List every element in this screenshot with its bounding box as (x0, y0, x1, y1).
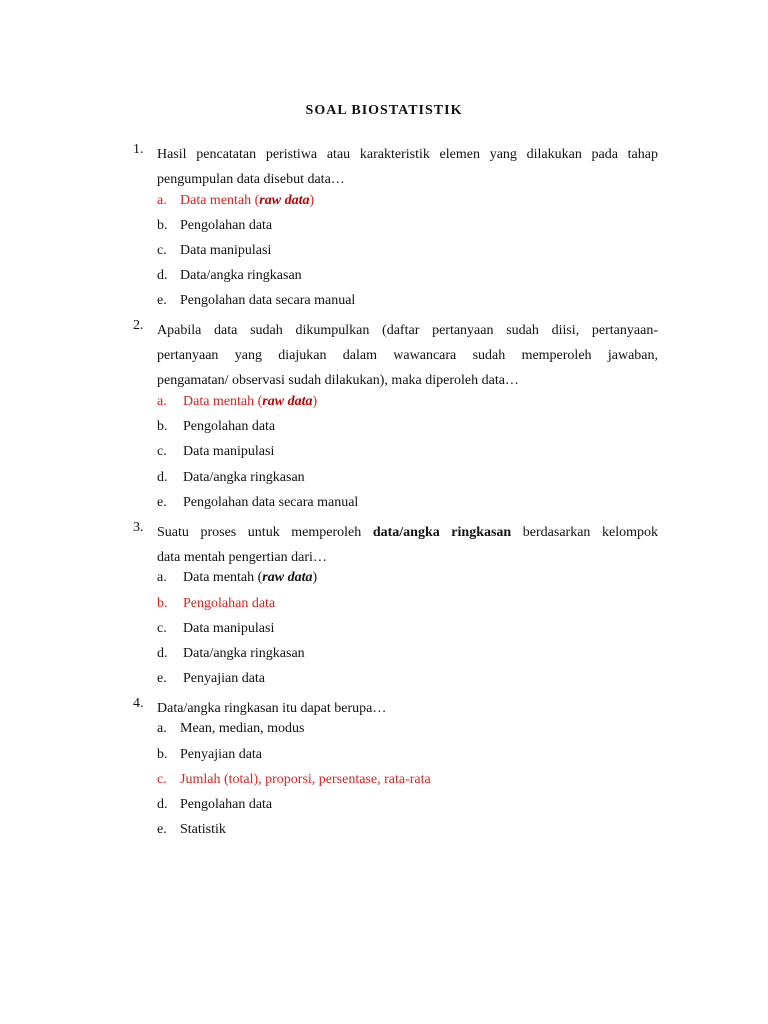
question-line: Data/angka ringkasan itu dapat berupa… (157, 701, 387, 716)
option-italic: raw data (262, 394, 313, 409)
option-2b (0, 419, 768, 439)
option-4d (0, 797, 768, 817)
option-3e (0, 671, 768, 691)
option-text: Penyajian data (183, 671, 266, 686)
option-1b (0, 218, 768, 238)
option-label: Data mentah ( (183, 394, 263, 409)
option-text: Pengolahan data (180, 797, 273, 812)
option-3d (0, 646, 768, 666)
option-1c (0, 243, 768, 263)
option-text (183, 394, 317, 410)
option-2d (0, 470, 768, 490)
question-number: 2. (133, 318, 144, 333)
question-line (157, 520, 658, 545)
option-text: Pengolahan data (183, 419, 276, 434)
option-letter: a. (157, 394, 167, 409)
option-text: Data/angka ringkasan (183, 470, 305, 485)
option-2a (0, 394, 768, 414)
option-text: Pengolahan data secara manual (180, 293, 356, 308)
question-line: data mentah pengertian dari… (157, 550, 327, 566)
option-text: Data/angka ringkasan (180, 268, 302, 283)
question-bold-term: data/angka ringkasan (372, 525, 512, 540)
option-4e (0, 822, 768, 842)
option-letter: d. (157, 797, 168, 812)
option-letter: d. (157, 268, 168, 283)
option-4b (0, 747, 768, 767)
option-text: Penyajian data (180, 747, 263, 762)
option-letter: a. (157, 721, 167, 736)
option-4c (0, 772, 768, 792)
option-letter: b. (157, 218, 168, 233)
option-letter: c. (157, 621, 167, 636)
option-letter: c. (157, 772, 167, 787)
question-text (157, 520, 658, 570)
option-text: Data manipulasi (183, 621, 275, 636)
option-text: Statistik (180, 822, 226, 837)
option-letter: e. (157, 671, 167, 686)
question-text (157, 318, 658, 394)
option-text: Data/angka ringkasan (183, 646, 305, 661)
option-close: ) (309, 193, 315, 208)
option-close: ) (312, 570, 318, 585)
question-text (157, 696, 658, 721)
question-line: Hasil pencatatan peristiwa atau karakteristik elemen yang dilakukan pada tahap (157, 147, 658, 162)
option-text: Mean, median, modus (180, 721, 305, 736)
option-4a (0, 721, 768, 741)
option-2e (0, 495, 768, 515)
option-text: Pengolahan data (183, 596, 276, 611)
question-line: pertanyaan yang diajukan dalam wawancara sudah memperoleh jawaban, (157, 348, 658, 364)
option-letter: d. (157, 470, 168, 485)
option-3b (0, 596, 768, 616)
option-text: Data manipulasi (180, 243, 272, 258)
document-title: SOAL BIOSTATISTIK (305, 103, 463, 118)
option-text: Jumlah (total), proporsi, persentase, rata-rata (180, 772, 431, 787)
question-number: 1. (133, 142, 144, 157)
option-letter: d. (157, 646, 168, 661)
option-italic: raw data (259, 193, 310, 208)
question-text (157, 142, 658, 192)
option-label: Data mentah ( (183, 570, 263, 585)
option-italic: raw data (262, 570, 313, 585)
option-2c (0, 444, 768, 464)
option-text: Pengolahan data (180, 218, 273, 233)
question-line: pengamatan/ observasi sudah dilakukan), maka diperoleh data… (157, 373, 519, 389)
option-1d (0, 268, 768, 288)
option-text (183, 570, 317, 586)
option-close: ) (312, 394, 318, 409)
question-line: pengumpulan data disebut data… (157, 172, 345, 188)
option-letter: e. (157, 822, 167, 837)
option-3a (0, 570, 768, 590)
question-number: 3. (133, 520, 144, 535)
option-letter: a. (157, 570, 167, 585)
option-text: Pengolahan data secara manual (183, 495, 359, 510)
option-letter: c. (157, 243, 167, 258)
option-text: Data manipulasi (183, 444, 275, 459)
option-letter: b. (157, 747, 168, 762)
question-number: 4. (133, 696, 144, 711)
question-text-segment: Suatu proses untuk memperoleh (157, 525, 373, 540)
question-text-segment: berdasarkan kelompok (511, 525, 659, 540)
option-3c (0, 621, 768, 641)
option-1e (0, 293, 768, 313)
option-text (180, 193, 314, 209)
option-1a (0, 193, 768, 213)
option-letter: c. (157, 444, 167, 459)
option-letter: e. (157, 293, 167, 308)
option-letter: e. (157, 495, 167, 510)
option-letter: a. (157, 193, 167, 208)
option-label: Data mentah ( (180, 193, 260, 208)
option-letter: b. (157, 419, 168, 434)
question-line: Apabila data sudah dikumpulkan (daftar pertanyaan sudah diisi, pertanyaan- (157, 323, 658, 338)
option-letter: b. (157, 596, 168, 611)
